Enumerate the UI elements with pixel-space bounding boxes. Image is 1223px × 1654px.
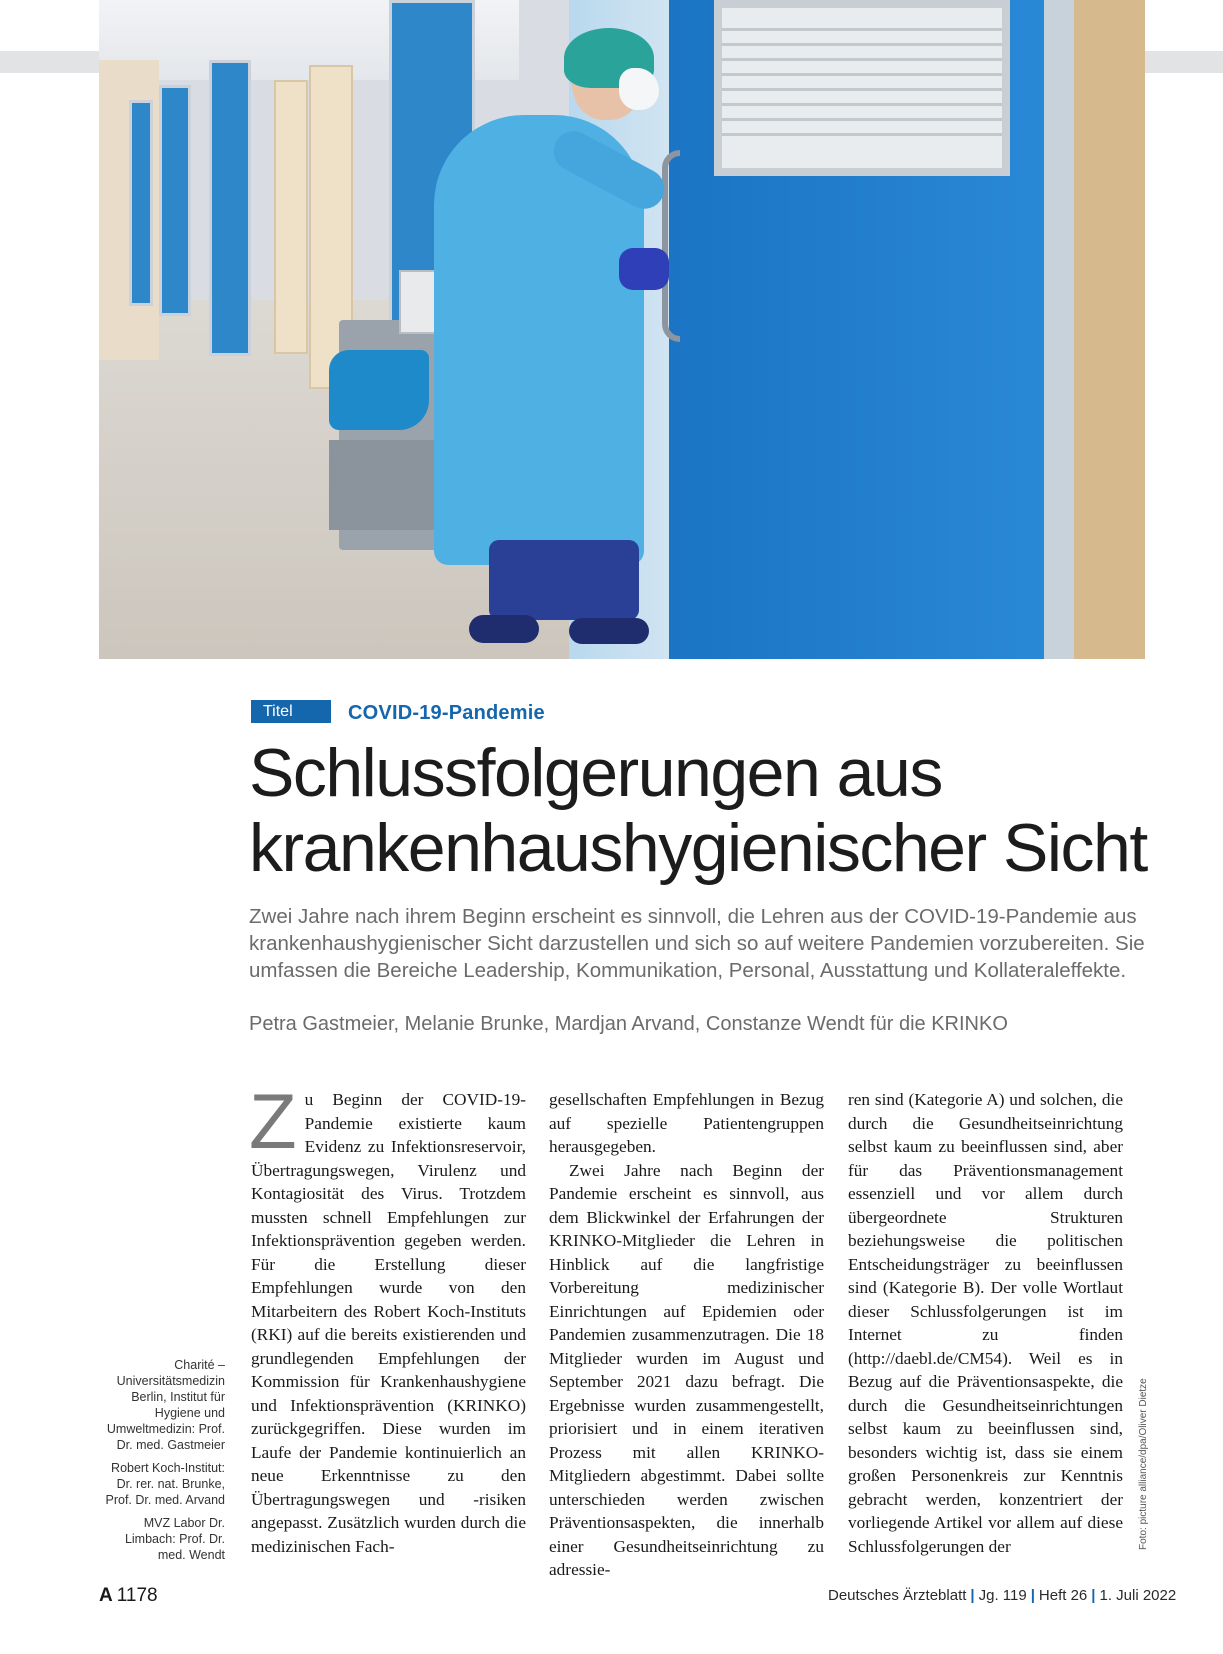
affiliation-item: MVZ Labor Dr. Limbach: Prof. Dr. med. Wendt xyxy=(124,1516,225,1562)
body-column-3 xyxy=(848,1088,1123,1558)
body-paragraph: ren sind (Kategorie A) und solchen, die durch die Gesundheitseinrichtung selbst kaum zu beeinflussen sind, aber für das Präventionsmanagement essenziell und vor allem durch übergeordnete Strukturen beziehungsweise die politischen Entscheidungsträger zu beeinflussen sind (Kategorie B). Der volle Wortlaut dieser Schlussfolgerungen ist im Internet zu finden (http://daebl.de/CM54). Weil es in Bezug auf die Präventionsaspekte, die durch die Gesundheitseinrichtungen selbst kaum zu beeinflussen sind, besonders wichtig ist, dass sie einem großen Personenkreis zur Kenntnis gebracht werden, konzentriert der vorliegende Artikel vor allem auf diese Schlussfolgerungen der xyxy=(848,1090,1123,1556)
article-title xyxy=(249,736,1149,886)
page-prefix: A xyxy=(99,1585,113,1606)
body-paragraph: Zwei Jahre nach Beginn der Pandemie erscheint es sinnvoll, aus dem Blickwinkel der Erfahrungen der KRINKO-Mitglieder die Lehren in Hinblick auf die langfristige Vorbereitung medizinischer Einrichtungen auf Epidemien oder Pandemien zusammenzutragen. Die 18 Mitglieder wurden im August und September 2021 dazu befragt. Die Ergebnisse wurden zusammengestellt, priorisiert und in einem iterativen Prozess mit allen KRINKO-Mitgliedern abgestimmt. Dabei sollte unterschieden werden zwischen Präventionsaspekten, die innerhalb einer Gesundheitseinrichtung zu adressie- xyxy=(549,1160,824,1579)
body-column-2 xyxy=(549,1088,824,1582)
journal-date: 1. Juli 2022 xyxy=(1099,1587,1177,1604)
page-number-value: 1178 xyxy=(116,1585,158,1606)
drop-cap: Z xyxy=(249,1077,297,1165)
article-authors: Petra Gastmeier, Melanie Brunke, Mardjan Arvand, Constanze Wendt für die KRINKO xyxy=(249,1013,1008,1035)
page-edge-strip-left xyxy=(0,51,99,73)
photo-credit: Foto: picture alliance/dpa/Oliver Dietze xyxy=(1138,1378,1149,1550)
affiliation-item: Robert Koch-Institut: Dr. rer. nat. Brunke, Prof. Dr. med. Arvand xyxy=(105,1461,225,1507)
page-edge-strip-right xyxy=(1145,51,1223,73)
body-text: u Beginn der COVID-19-Pandemie existierte kaum Evidenz zu Infektionsreservoir, Übertragungswegen, Virulenz und Kontagiosität des Virus. Trotzdem mussten schnell Empfehlungen zur Infektionsprävention gegeben werden. Für die Erstellung dieser Empfehlungen wurde von den Mitarbeitern des Robert Koch-Instituts (RKI) auf die bereits existierenden und grundlegenden Empfehlungen der Kommission für Krankenhaushygiene und Infektionsprävention (KRINKO) zurückgegriffen. Diese wurden im Laufe der Pandemie kontinuierlich an neue Erkenntnisse zu den Übertragungswegen und -risiken angepasst. Zusätzlich wurden durch die medizinischen Fach- xyxy=(251,1090,526,1556)
journal-footer: Deutsches Ärzteblatt | Jg. 119 | Heft 26 | 1. Juli 2022 xyxy=(828,1587,1177,1604)
journal-volume: Jg. 119 xyxy=(978,1587,1027,1604)
article-intro: Zwei Jahre nach ihrem Beginn erscheint es sinnvoll, die Lehren aus der COVID-19-Pandemie aus krankenhaushygienischer Sicht darzustellen und sich so auf weitere Pandemien vorzubereiten. Sie umfassen die Bereiche Leadership, Kommunikation, Personal, Ausstattung und Kollateraleffekte. xyxy=(249,905,1145,982)
topic-label: COVID-19-Pandemie xyxy=(348,702,545,724)
body-column-1 xyxy=(249,1077,526,1558)
affiliation-item: Charité – Universitätsmedizin Berlin, Institut für Hygiene und Umweltmedizin: Prof. Dr. med. Gastmeier xyxy=(106,1358,225,1452)
body-paragraph: gesellschaften Empfehlungen in Bezug auf spezielle Patientengruppen herausgegeben. xyxy=(549,1090,824,1156)
section-tag: Titel xyxy=(251,700,331,723)
journal-issue: Heft 26 xyxy=(1038,1587,1088,1604)
article-title-line-1: Schlussfolgerungen aus xyxy=(249,735,942,811)
author-affiliations xyxy=(96,1357,225,1570)
hero-photo xyxy=(99,0,1145,659)
journal-name: Deutsches Ärzteblatt xyxy=(828,1587,967,1604)
page-number xyxy=(99,1585,158,1607)
article-title-line-2: krankenhaushygienischer Sicht xyxy=(249,810,1147,886)
body-paragraph xyxy=(249,1077,526,1558)
